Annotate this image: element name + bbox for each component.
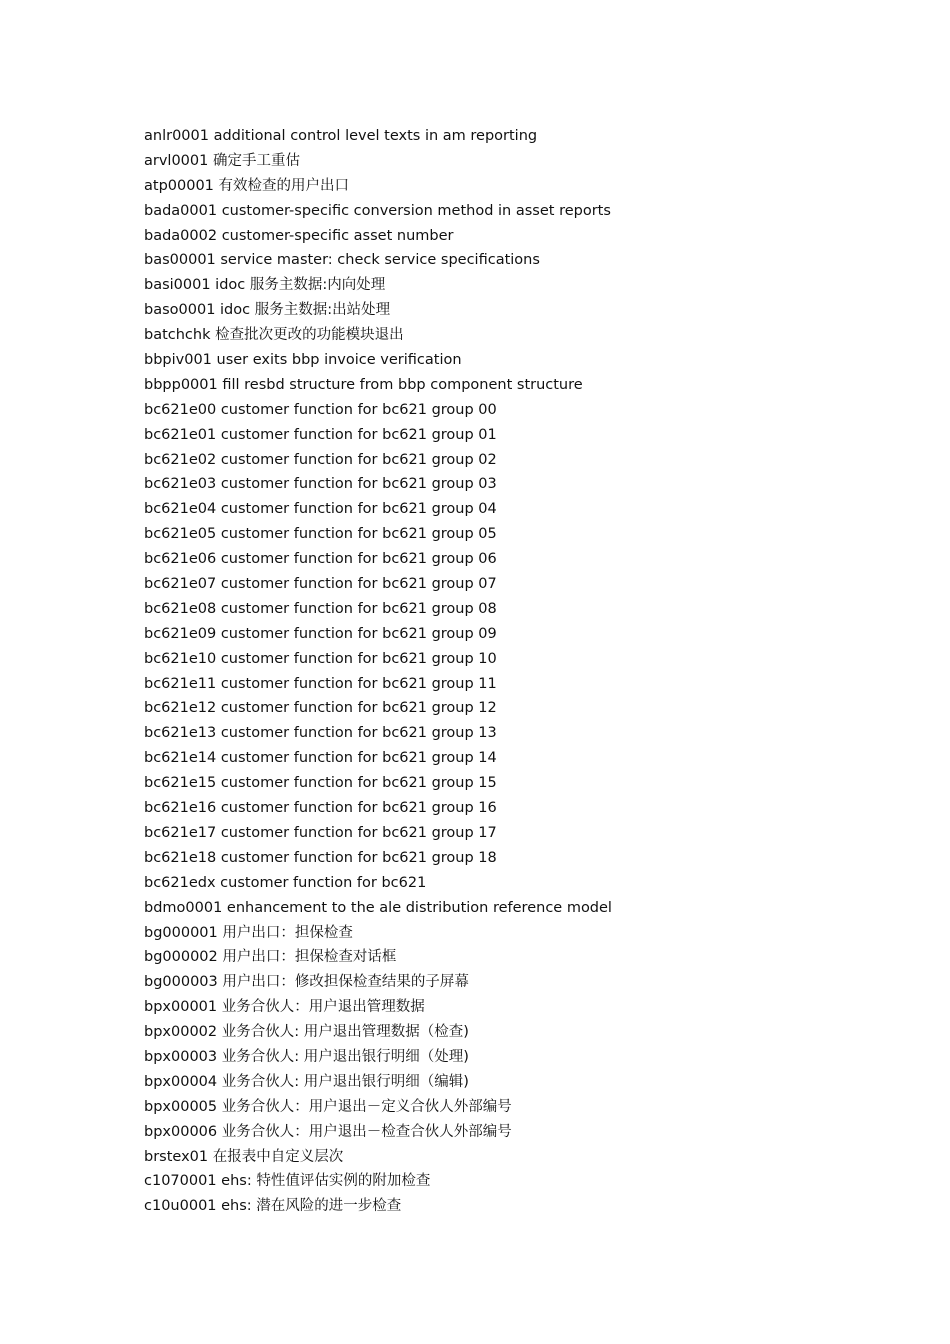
list-item: bbpp0001 fill resbd structure from bbp component structure [144, 376, 583, 393]
list-item: baso0001 idoc 服务主数据:出站处理 [144, 302, 391, 319]
list-item: bada0001 customer-specific conversion method in asset reports [144, 202, 611, 219]
list-item: bc621edx customer function for bc621 [144, 874, 427, 891]
list-item: bc621e11 customer function for bc621 group 11 [144, 675, 497, 692]
list-item: bc621e02 customer function for bc621 group 02 [144, 451, 497, 468]
list-item: bg000003 用户出口：修改担保检查结果的子屏幕 [144, 974, 469, 991]
list-item: bpx00005 业务合伙人：用户退出－定义合伙人外部编号 [144, 1098, 512, 1115]
list-item: brstex01 在报表中自定义层次 [144, 1148, 344, 1165]
list-item: bc621e08 customer function for bc621 group 08 [144, 600, 497, 617]
list-item: bc621e09 customer function for bc621 group 09 [144, 625, 497, 642]
list-item: bc621e05 customer function for bc621 group 05 [144, 526, 497, 543]
list-item: bc621e13 customer function for bc621 group 13 [144, 725, 497, 742]
list-item: bc621e18 customer function for bc621 group 18 [144, 849, 497, 866]
list-item: bg000001 用户出口：担保检查 [144, 924, 353, 941]
list-item: bas00001 service master: check service specifications [144, 252, 540, 269]
list-item: c1070001 ehs: 特性值评估实例的附加检查 [144, 1173, 431, 1190]
list-item: bc621e15 customer function for bc621 group 15 [144, 775, 497, 792]
list-item: bpx00001 业务合伙人：用户退出管理数据 [144, 999, 425, 1016]
list-item: bpx00006 业务合伙人：用户退出－检查合伙人外部编号 [144, 1123, 512, 1140]
list-item: bpx00004 业务合伙人: 用户退出银行明细（编辑) [144, 1073, 469, 1090]
list-item: bc621e14 customer function for bc621 group 14 [144, 750, 497, 767]
list-item: bc621e10 customer function for bc621 group 10 [144, 650, 497, 667]
list-item: bc621e06 customer function for bc621 group 06 [144, 551, 497, 568]
list-item: bdmo0001 enhancement to the ale distribution reference model [144, 899, 612, 916]
list-item: bc621e03 customer function for bc621 group 03 [144, 476, 497, 493]
list-item: bc621e12 customer function for bc621 group 12 [144, 700, 497, 717]
list-item: bada0002 customer-specific asset number [144, 227, 454, 244]
list-item: bc621e17 customer function for bc621 group 17 [144, 824, 497, 841]
list-item: basi0001 idoc 服务主数据:内向处理 [144, 277, 386, 294]
list-item: anlr0001 additional control level texts in am reporting [144, 128, 538, 144]
list-item: bc621e04 customer function for bc621 group 04 [144, 501, 497, 518]
list-item: bpx00003 业务合伙人: 用户退出银行明细（处理) [144, 1048, 469, 1065]
list-item: bc621e00 customer function for bc621 group 00 [144, 401, 497, 418]
user-exit-list [144, 124, 884, 1219]
list-item: arvl0001 确定手工重估 [144, 152, 300, 169]
list-item: atp00001 有效检查的用户出口 [144, 177, 350, 194]
list-item: bc621e01 customer function for bc621 group 01 [144, 426, 497, 443]
list-item: bc621e07 customer function for bc621 group 07 [144, 576, 497, 593]
list-item: bpx00002 业务合伙人: 用户退出管理数据（检查) [144, 1024, 469, 1041]
list-item: batchchk 检查批次更改的功能模块退出 [144, 327, 404, 344]
list-item: bg000002 用户出口：担保检查对话框 [144, 949, 397, 966]
list-item: bc621e16 customer function for bc621 group 16 [144, 800, 497, 817]
list-item: c10u0001 ehs: 潜在风险的进一步检查 [144, 1198, 402, 1215]
list-item: bbpiv001 user exits bbp invoice verification [144, 352, 462, 369]
